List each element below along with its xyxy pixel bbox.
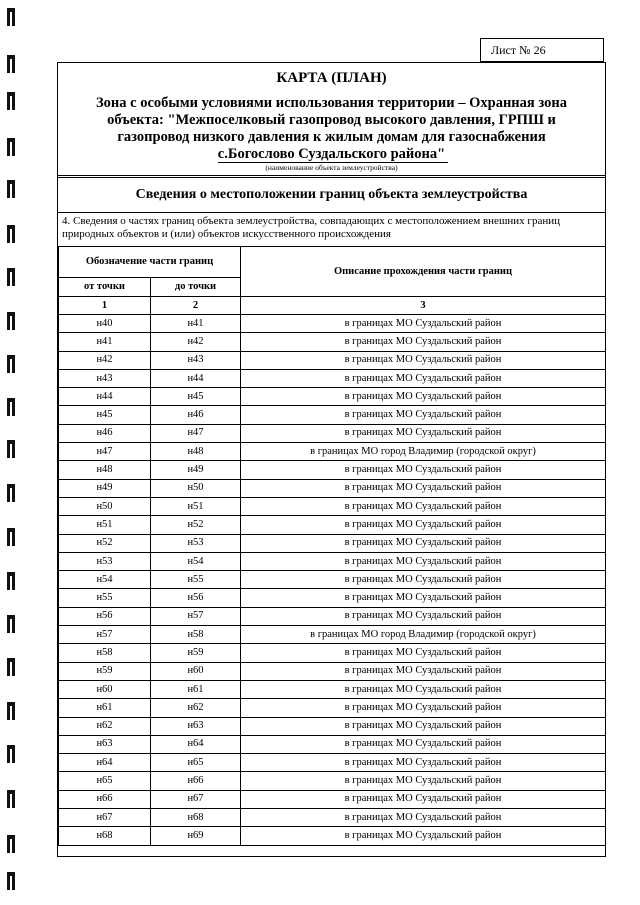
table-row — [59, 516, 606, 534]
binder-hole-mark — [7, 55, 15, 75]
cell-from: н45 — [59, 406, 151, 424]
binder-hole-mark — [7, 702, 15, 722]
table-row — [59, 351, 606, 369]
table-row — [59, 809, 606, 827]
binder-hole-mark — [7, 835, 15, 855]
binder-hole-mark — [7, 658, 15, 678]
table-row — [59, 424, 606, 442]
cell-to: н66 — [151, 772, 241, 790]
cell-from: н59 — [59, 662, 151, 680]
table-row — [59, 388, 606, 406]
cell-from: н49 — [59, 479, 151, 497]
table-row — [59, 717, 606, 735]
table-row — [59, 552, 606, 570]
header-group: Обозначение части границ — [59, 247, 241, 278]
table-row — [59, 754, 606, 772]
table-row — [59, 644, 606, 662]
cell-from: н53 — [59, 552, 151, 570]
cell-desc: в границах МО Суздальский район — [241, 717, 606, 735]
table-row — [59, 827, 606, 845]
cell-desc: в границах МО Суздальский район — [241, 680, 606, 698]
cell-from: н64 — [59, 754, 151, 772]
cell-to: н44 — [151, 369, 241, 387]
cell-to: н51 — [151, 497, 241, 515]
object-caption: (наименование объекта землеустройства) — [265, 163, 398, 172]
table-row — [59, 461, 606, 479]
binder-hole-mark — [7, 268, 15, 288]
cell-from: н62 — [59, 717, 151, 735]
cell-from: н65 — [59, 772, 151, 790]
cell-from: н57 — [59, 626, 151, 644]
header-from: от точки — [59, 278, 151, 297]
table-row — [59, 589, 606, 607]
cell-to: н45 — [151, 388, 241, 406]
header-col-number: 2 — [151, 297, 241, 315]
cell-to: н47 — [151, 424, 241, 442]
cell-to: н59 — [151, 644, 241, 662]
cell-from: н58 — [59, 644, 151, 662]
sheet-number: Лист № 26 — [480, 38, 604, 62]
binder-hole-mark — [7, 790, 15, 810]
table-body — [59, 315, 606, 846]
cell-to: н48 — [151, 443, 241, 461]
cell-to: н63 — [151, 717, 241, 735]
cell-from: н63 — [59, 735, 151, 753]
cell-desc: в границах МО Суздальский район — [241, 333, 606, 351]
cell-desc: в границах МО Суздальский район — [241, 809, 606, 827]
binder-hole-mark — [7, 572, 15, 592]
section-heading — [58, 177, 605, 213]
cell-to: н61 — [151, 680, 241, 698]
cell-to: н67 — [151, 790, 241, 808]
header-description: Описание прохождения части границ — [241, 247, 606, 297]
cell-to: н42 — [151, 333, 241, 351]
cell-desc: в границах МО Суздальский район — [241, 827, 606, 845]
binder-hole-mark — [7, 225, 15, 245]
cell-desc: в границах МО Суздальский район — [241, 534, 606, 552]
cell-from: н60 — [59, 680, 151, 698]
cell-to: н64 — [151, 735, 241, 753]
binder-hole-mark — [7, 440, 15, 460]
table-row — [59, 735, 606, 753]
cell-desc: в границах МО Суздальский район — [241, 772, 606, 790]
table-row — [59, 369, 606, 387]
cell-from: н44 — [59, 388, 151, 406]
cell-desc: в границах МО Суздальский район — [241, 461, 606, 479]
document-title: КАРТА (ПЛАН) — [276, 70, 387, 86]
cell-desc: в границах МО Суздальский район — [241, 406, 606, 424]
object-line: газопровод низкого давления к жилым домам для газоснабжения — [117, 129, 546, 145]
cell-to: н56 — [151, 589, 241, 607]
cell-from: н41 — [59, 333, 151, 351]
table-row — [59, 497, 606, 515]
cell-desc: в границах МО Суздальский район — [241, 699, 606, 717]
cell-to: н68 — [151, 809, 241, 827]
binder-hole-mark — [7, 312, 15, 332]
binder-hole-mark — [7, 528, 15, 548]
cell-to: н46 — [151, 406, 241, 424]
cell-desc: в границах МО Суздальский район — [241, 571, 606, 589]
cell-to: н52 — [151, 516, 241, 534]
cell-to: н54 — [151, 552, 241, 570]
binder-hole-mark — [7, 872, 15, 892]
document-header — [58, 63, 605, 176]
table-row — [59, 699, 606, 717]
cell-desc: в границах МО город Владимир (городской округ) — [241, 626, 606, 644]
cell-from: н66 — [59, 790, 151, 808]
binder-hole-mark — [7, 484, 15, 504]
cell-desc: в границах МО Суздальский район — [241, 497, 606, 515]
cell-desc: в границах МО Суздальский район — [241, 790, 606, 808]
cell-from: н61 — [59, 699, 151, 717]
table-row — [59, 534, 606, 552]
cell-from: н55 — [59, 589, 151, 607]
table-row — [59, 406, 606, 424]
binder-hole-mark — [7, 92, 15, 112]
cell-to: н49 — [151, 461, 241, 479]
binder-hole-mark — [7, 615, 15, 635]
cell-desc: в границах МО Суздальский район — [241, 644, 606, 662]
cell-from: н51 — [59, 516, 151, 534]
table-row — [59, 333, 606, 351]
object-line: с.Богослово Суздальского района" — [217, 146, 446, 162]
cell-desc: в границах МО Суздальский район — [241, 662, 606, 680]
cell-to: н55 — [151, 571, 241, 589]
cell-from: н67 — [59, 809, 151, 827]
cell-to: н58 — [151, 626, 241, 644]
cell-from: н52 — [59, 534, 151, 552]
cell-to: н69 — [151, 827, 241, 845]
table-row — [59, 626, 606, 644]
cell-desc: в границах МО Суздальский район — [241, 735, 606, 753]
cell-to: н53 — [151, 534, 241, 552]
cell-desc: в границах МО Суздальский район — [241, 552, 606, 570]
cell-desc: в границах МО Суздальский район — [241, 754, 606, 772]
header-to: до точки — [151, 278, 241, 297]
cell-from: н68 — [59, 827, 151, 845]
header-col-number: 1 — [59, 297, 151, 315]
binder-hole-mark — [7, 398, 15, 418]
table-row — [59, 790, 606, 808]
section-note: 4. Сведения о частях границ объекта землеустройства, совпадающих с местоположением внешних границ природных объектов и (или) объектов искусственного происхождения — [62, 215, 560, 240]
binder-hole-mark — [7, 180, 15, 200]
cell-desc: в границах МО Суздальский район — [241, 369, 606, 387]
cell-from: н47 — [59, 443, 151, 461]
table-row — [59, 607, 606, 625]
section-title: Сведения о местоположении границ объекта землеустройства — [135, 187, 528, 202]
cell-desc: в границах МО Суздальский район — [241, 424, 606, 442]
table-row — [59, 443, 606, 461]
binder-hole-mark — [7, 355, 15, 375]
binder-hole-mark — [7, 745, 15, 765]
cell-to: н62 — [151, 699, 241, 717]
object-name — [68, 95, 595, 163]
cell-from: н43 — [59, 369, 151, 387]
cell-from: н50 — [59, 497, 151, 515]
binder-holes — [4, 0, 20, 905]
table-row — [59, 772, 606, 790]
cell-to: н65 — [151, 754, 241, 772]
table-row — [59, 479, 606, 497]
cell-to: н60 — [151, 662, 241, 680]
boundary-table — [58, 246, 606, 846]
cell-from: н46 — [59, 424, 151, 442]
binder-hole-mark — [7, 138, 15, 158]
cell-desc: в границах МО Суздальский район — [241, 479, 606, 497]
table-row — [59, 680, 606, 698]
object-line: Зона с особыми условиями использования территории – Охранная зона — [96, 95, 567, 111]
cell-desc: в границах МО Суздальский район — [241, 388, 606, 406]
table-row — [59, 662, 606, 680]
cell-desc: в границах МО город Владимир (городской округ) — [241, 443, 606, 461]
cell-desc: в границах МО Суздальский район — [241, 589, 606, 607]
table-row — [59, 315, 606, 333]
cell-from: н48 — [59, 461, 151, 479]
cell-from: н42 — [59, 351, 151, 369]
cell-to: н43 — [151, 351, 241, 369]
cell-desc: в границах МО Суздальский район — [241, 607, 606, 625]
table-row — [59, 571, 606, 589]
document-frame — [57, 62, 606, 857]
cell-from: н54 — [59, 571, 151, 589]
cell-from: н56 — [59, 607, 151, 625]
object-line: объекта: "Межпоселковый газопровод высокого давления, ГРПШ и — [107, 112, 556, 128]
header-col-number: 3 — [241, 297, 606, 315]
cell-to: н50 — [151, 479, 241, 497]
cell-desc: в границах МО Суздальский район — [241, 351, 606, 369]
cell-to: н57 — [151, 607, 241, 625]
cell-desc: в границах МО Суздальский район — [241, 516, 606, 534]
binder-hole-mark — [7, 8, 15, 28]
cell-from: н40 — [59, 315, 151, 333]
cell-desc: в границах МО Суздальский район — [241, 315, 606, 333]
cell-to: н41 — [151, 315, 241, 333]
